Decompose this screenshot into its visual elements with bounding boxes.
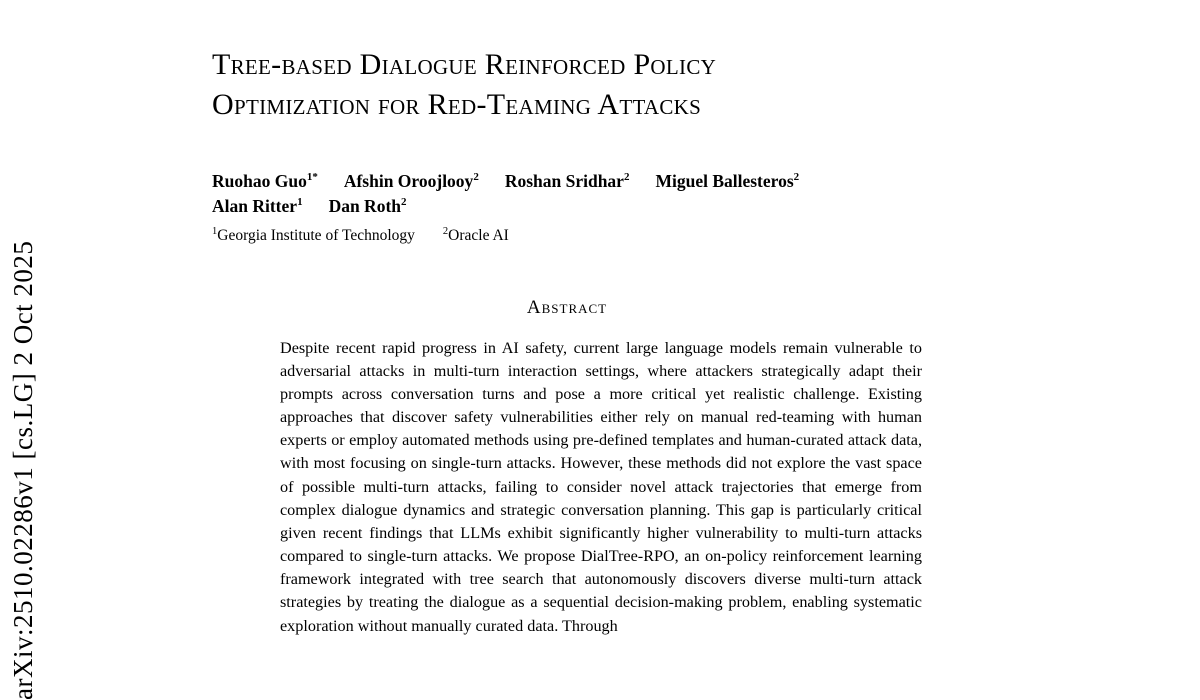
abstract-heading: Abstract [526,296,608,318]
affiliation-entry [212,226,415,245]
author-name: Miguel Ballesteros [655,170,794,191]
author-affiliation-marker: 2 [623,170,630,183]
affiliation-marker: 1 [212,225,218,237]
author-entry [505,169,630,194]
affiliation-name: Georgia Institute of Technology [217,226,415,244]
affiliation-list [212,226,922,245]
author-affiliation-marker: 2 [401,196,407,209]
abstract-text: Despite recent rapid progress in AI safety, current large language models remain vulnerable to adversarial attacks in multi-turn interaction settings, where attackers strategically adapt their prompts across conversation turns and pose a more critical yet realistic challenge. Existing approaches that discover safety vulnerabilities either rely on manual red-teaming with human experts or employ automated methods using pre-defined templates and human-curated attack data, with most focusing on single-turn attacks. However, these methods did not explore the vast space of possible multi-turn attacks, failing to consider novel attack trajectories that emerge from complex dialogue dynamics and strategic conversation planning. This gap is particularly critical given recent findings that LLMs exhibit significantly higher vulnerability to multi-turn attacks compared to single-turn attacks. We propose DialTree-RPO, an on-policy reinforcement learning framework integrated with tree search that autonomously discovers diverse multi-turn attack strategies by treating the dialogue as a sequential decision-making problem, enabling systematic exploration without manually curated data. Through [280,338,922,635]
author-name: Alan Ritter [212,196,298,217]
author-name: Afshin Oroojlooy [343,170,474,191]
title-line-1: Tree-based Dialogue Reinforced Policy [212,48,717,81]
arxiv-stamp [8,0,39,700]
affiliation-entry [443,226,509,245]
author-entry [344,169,479,194]
author-affiliation-marker: 2 [793,170,800,183]
arxiv-stamp-text: arXiv:2510.02286v1 [cs.LG] 2 Oct 2025 [8,240,38,700]
author-entry [212,169,318,194]
author-list [212,169,922,220]
author-name: Dan Roth [328,196,402,217]
author-name: Ruohao Guo [212,170,307,191]
author-entry [329,194,407,219]
author-entry [212,194,303,219]
affiliation-marker: 2 [442,225,449,237]
affiliation-name: Oracle AI [448,226,509,244]
author-name: Roshan Sridhar [504,170,624,191]
title-line-2: Optimization for Red-Teaming Attacks [212,87,702,121]
author-entry [655,169,799,194]
author-affiliation-marker: 1 [297,196,303,209]
author-affiliation-marker: 1* [306,170,318,183]
page-title [212,45,922,125]
author-affiliation-marker: 2 [473,170,479,183]
paper-content [212,0,922,638]
